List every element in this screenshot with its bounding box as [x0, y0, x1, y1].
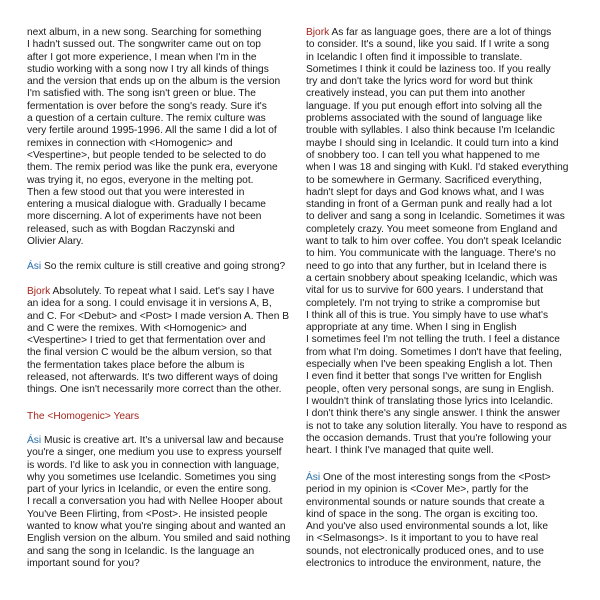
text-line	[27, 286, 289, 298]
line-text: especially when I've been speaking English a lot. Then	[306, 359, 553, 371]
line-text: One of the most interesting songs from the <Post>	[323, 472, 551, 483]
text-line	[27, 236, 280, 248]
text-line	[27, 347, 289, 359]
line-text: from what I'm doing. Sometimes I don't have that feeling,	[306, 346, 562, 358]
text-line	[306, 334, 568, 346]
line-text: more discerning. A lot of experiments have not been	[27, 211, 262, 223]
line-text: and C. For <Debut> and <Post> I made version A. Then B	[27, 310, 290, 322]
line-text: the final version C would be the album version, so that	[27, 347, 272, 359]
line-text: is not to take any solution literally. You have to respond as	[306, 420, 567, 432]
speaker-label: Ási	[27, 261, 42, 272]
line-text: I even find it better that songs I've written for English	[306, 371, 542, 383]
text-line	[27, 162, 280, 174]
text-line	[27, 199, 280, 211]
line-text: very fertile around 1995-1996. All the same I did a lot of	[27, 125, 277, 137]
speaker-label: Bjork	[306, 27, 330, 38]
paragraph	[27, 286, 289, 397]
line-text: language. If you put enough effort into solving all the	[306, 100, 542, 112]
line-text: people, often very personal songs, are sung in English.	[306, 383, 555, 395]
text-line	[306, 39, 568, 51]
text-line	[27, 460, 290, 472]
text-line	[306, 384, 568, 396]
line-text: kind of space in the song. The organ is exciting too.	[306, 508, 539, 520]
line-text: entering a musical dialogue with. Gradually I became	[27, 199, 266, 211]
text-line	[306, 162, 568, 174]
line-text: completely crazy. You meet someone from England and	[306, 223, 558, 235]
text-line	[306, 285, 568, 297]
text-line	[27, 187, 280, 199]
text-line	[306, 421, 568, 433]
text-line	[306, 175, 568, 187]
line-text: when I was 18 and singing with Kukl. I'd staked everything	[306, 162, 569, 174]
text-line	[306, 236, 568, 248]
line-text: So the remix culture is still creative and going strong?	[44, 261, 286, 272]
text-line	[306, 347, 568, 359]
line-text: And you've also used environmental sounds a lot, like	[306, 521, 549, 533]
line-text: You've Been Flirting, from <Post>. He insisted people	[27, 508, 268, 520]
text-line	[27, 447, 290, 459]
text-line	[27, 372, 289, 384]
line-text: <Vespertine> I tried to get that fermentation over and	[27, 335, 266, 347]
text-line	[27, 52, 280, 64]
line-text: trouble with syllables. I also think because I'm Icelandic	[306, 125, 555, 137]
line-text: to him. You communicate with the language. There's no	[306, 248, 556, 260]
text-line	[306, 273, 568, 285]
text-line	[27, 27, 280, 39]
section-heading	[27, 411, 139, 423]
text-line	[27, 88, 280, 100]
line-text: fermentation is over before the song's ready. Sure it's	[27, 100, 267, 112]
text-line	[27, 311, 289, 323]
text-line	[306, 64, 568, 76]
line-text: heart. I think I've managed that quite well.	[306, 445, 494, 457]
line-text: to deliver and sang a song in Icelandic. Sometimes it was	[306, 211, 565, 223]
line-text: problems associated with the sound of language like	[306, 113, 543, 125]
line-text: completely. I'm not trying to strike a compromise but	[306, 297, 540, 309]
line-text: was trying it, no egos, everyone in the melting pot.	[27, 174, 254, 186]
text-line	[306, 76, 568, 88]
text-line	[306, 113, 568, 125]
text-line	[306, 150, 568, 162]
text-line	[27, 546, 290, 558]
text-line	[27, 509, 290, 521]
text-line	[27, 150, 280, 162]
line-text: hadn't slept for days and God knows what, and I was	[306, 186, 545, 198]
paragraph	[27, 27, 280, 248]
text-line	[306, 125, 568, 137]
line-text: Olivier Alary.	[27, 236, 84, 248]
line-text: part of your lyrics in Icelandic, or even the entire song.	[27, 484, 272, 496]
line-text: a question of a certain culture. The remix culture was	[27, 113, 266, 125]
text-line	[27, 496, 290, 508]
line-text: I'm satisfied with. The song isn't green or blue. The	[27, 88, 256, 100]
text-line	[306, 408, 568, 420]
text-line	[27, 64, 280, 76]
text-line	[306, 546, 551, 558]
line-text: Sometimes I think it could be laziness too. If you really	[306, 63, 551, 75]
text-line	[27, 521, 290, 533]
line-text: environmental sounds or nature sounds that create a	[306, 496, 545, 508]
text-line	[27, 211, 280, 223]
line-text: after I got more experience, I mean when I'm in the	[27, 51, 257, 63]
line-text: important sound for you?	[27, 557, 140, 569]
text-line	[27, 138, 280, 150]
text-line	[27, 261, 285, 273]
line-text: <Vespertine>, but people tended to be selected to do	[27, 149, 267, 161]
line-text: period in my opinion is <Cover Me>, partly for the	[306, 484, 529, 496]
line-text: and the version that ends up on the album is the version	[27, 76, 281, 88]
line-text: I sometimes feel I'm not telling the truth. I feel a distance	[306, 334, 560, 346]
text-line	[306, 27, 568, 39]
line-text: Absolutely. To repeat what I said. Let's say I have	[52, 286, 275, 297]
line-text: a certain snobbery about speaking Icelandic, which was	[306, 272, 558, 284]
paragraph	[27, 261, 285, 273]
text-line	[306, 509, 551, 521]
paragraph	[306, 27, 568, 457]
line-text: standing in front of a German punk and really had a lot	[306, 199, 552, 211]
text-line	[306, 310, 568, 322]
text-line	[27, 360, 289, 372]
text-line	[306, 521, 551, 533]
text-line	[27, 472, 290, 484]
paragraph	[306, 472, 551, 570]
text-line	[27, 175, 280, 187]
line-text: I recall a conversation you had with Nellee Hooper about	[27, 496, 283, 508]
text-line	[27, 435, 290, 447]
line-text: is words. I'd like to ask you in connection with language,	[27, 459, 280, 471]
text-line	[27, 113, 280, 125]
line-text: why you sometimes use Icelandic. Sometimes you sing	[27, 471, 277, 483]
text-line	[306, 433, 568, 445]
text-line	[306, 261, 568, 273]
text-line	[27, 384, 289, 396]
line-text: I think all of this is true. You simply have to use what's	[306, 309, 549, 321]
text-line	[306, 497, 551, 509]
line-text: you're a singer, one medium you use to express yourself	[27, 447, 282, 459]
line-text: and sang the song in Icelandic. Is the language an	[27, 545, 255, 557]
text-line	[306, 533, 551, 545]
text-line	[27, 484, 290, 496]
text-line	[306, 101, 568, 113]
line-text: Music is creative art. It's a universal law and because	[44, 435, 284, 446]
line-text: studio working with a song now I try all kinds of things	[27, 63, 269, 75]
speaker-label: Bjork	[27, 286, 51, 297]
line-text: As far as language goes, there are a lot of things	[331, 27, 552, 38]
text-line	[306, 298, 568, 310]
line-text: sounds, not electronically produced ones, and to use	[306, 545, 544, 557]
text-line	[306, 52, 568, 64]
line-text: need to go into that any further, but in Iceland there is	[306, 260, 547, 272]
line-text: released, such as with Bogdan Raczynski and	[27, 223, 235, 235]
text-line	[306, 445, 568, 457]
text-line	[27, 39, 280, 51]
text-line	[27, 101, 280, 113]
line-text: wanted to know what you're singing about and wanted an	[27, 521, 286, 533]
line-text: I hadn't sussed out. The songwriter came out on top	[27, 39, 261, 51]
text-line	[306, 359, 568, 371]
text-line	[27, 323, 289, 335]
text-line	[306, 396, 568, 408]
speaker-label: Ási	[27, 435, 42, 446]
line-text: Then a few stood out that you were interested in	[27, 186, 245, 198]
line-text: want to talk to him over coffee. You don't speak Icelandic	[306, 236, 562, 248]
text-line	[27, 533, 290, 545]
line-text: maybe I should sing in Icelandic. It could turn into a kind	[306, 137, 559, 149]
text-line	[306, 472, 551, 484]
line-text: I wouldn't think of translating those lyrics into Icelandic.	[306, 395, 554, 407]
line-text: them. The remix period was like the punk era, everyone	[27, 162, 278, 174]
line-text: the fermentation takes place before the album is	[27, 359, 245, 371]
line-text: remixes in connection with <Homogenic> and	[27, 137, 233, 149]
text-line	[306, 248, 568, 260]
text-line	[306, 187, 568, 199]
line-text: vital for us to survive for 600 years. I understand that	[306, 285, 544, 297]
line-text: The <Homogenic> Years	[27, 411, 140, 422]
text-line	[27, 335, 289, 347]
text-line	[306, 211, 568, 223]
line-text: try and don't take the lyrics word for word but think	[306, 76, 533, 88]
line-text: the occasion demands. Trust that you're following your	[306, 432, 552, 444]
line-text: an idea for a song. I could envisage it in versions A, B,	[27, 298, 272, 310]
line-text: electronics to introduce the environment, nature, the	[306, 558, 542, 570]
text-line	[27, 558, 290, 570]
speaker-label: Ási	[306, 472, 321, 483]
text-line	[306, 322, 568, 334]
heading-text	[27, 411, 139, 423]
line-text: in <Selmasongs>. Is it important to you to have real	[306, 533, 539, 545]
line-text: of snobbery too. I can tell you what happened to me	[306, 149, 540, 161]
line-text: appropriate at any time. When I sing in English	[306, 322, 517, 334]
text-line	[27, 224, 280, 236]
line-text: I don't think there's any single answer. I think the answer	[306, 408, 561, 420]
text-line	[27, 125, 280, 137]
line-text: things. One isn't necessarily more correct than the other.	[27, 384, 282, 396]
line-text: to be somewhere in Germany. Sacrificed everything,	[306, 174, 542, 186]
line-text: next album, in a new song. Searching for something	[27, 27, 262, 38]
line-text: released, not afterwards. It's two different ways of doing	[27, 372, 278, 384]
text-line	[306, 558, 551, 570]
line-text: English version on the album. You smiled and said nothing	[27, 533, 291, 545]
text-line	[306, 224, 568, 236]
paragraph	[27, 435, 290, 570]
text-line	[306, 371, 568, 383]
line-text: and C were the remixes. With <Homogenic> and	[27, 322, 247, 334]
line-text: in Icelandic I often find it impossible to translate.	[306, 51, 523, 63]
line-text: creatively instead, you can put them into another	[306, 88, 526, 100]
text-line	[306, 484, 551, 496]
text-line	[27, 76, 280, 88]
text-line	[306, 138, 568, 150]
text-line	[306, 199, 568, 211]
line-text: to consider. It's a sound, like you said. If I write a song	[306, 39, 550, 51]
text-line	[27, 298, 289, 310]
text-line	[306, 88, 568, 100]
